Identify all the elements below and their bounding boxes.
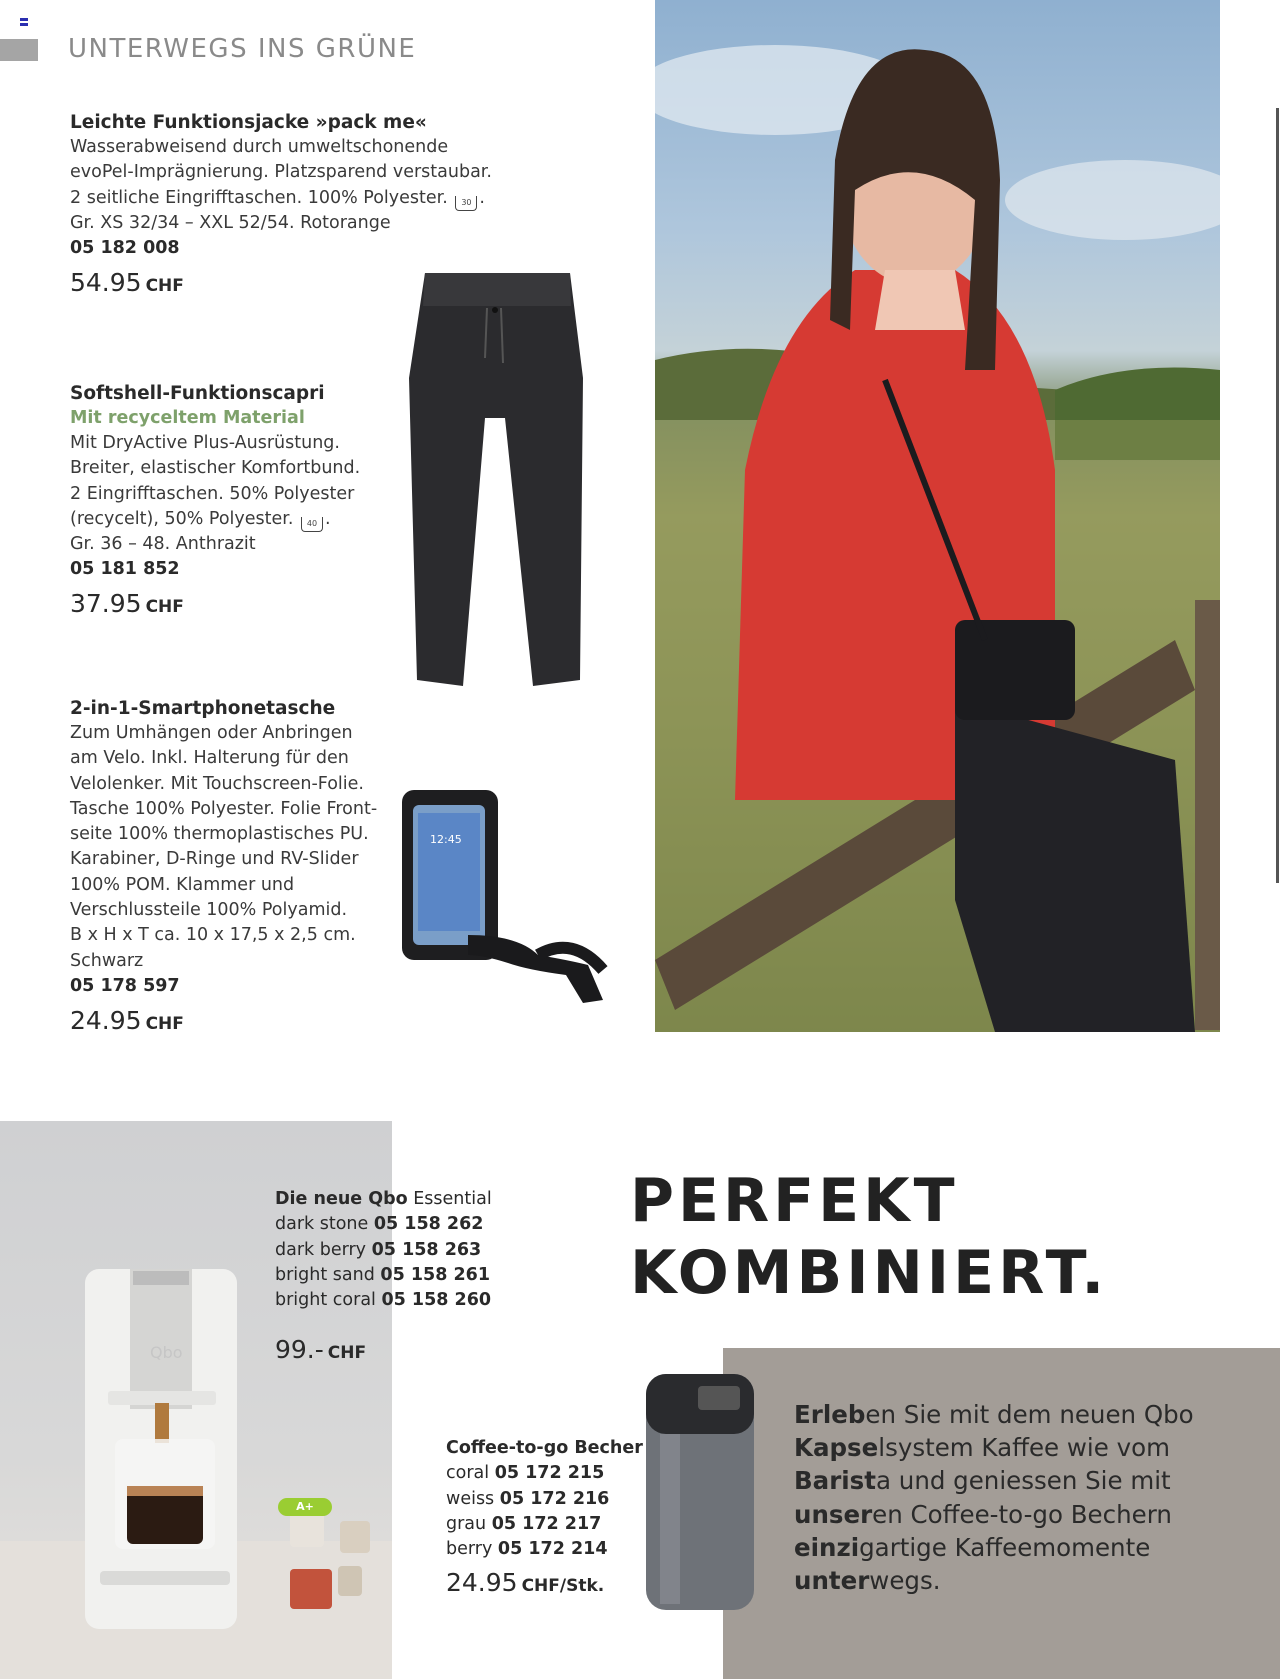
product-desc-line: Verschlussteile 100% Polyamid.	[70, 900, 348, 921]
page-edge-line	[1276, 108, 1279, 883]
product-title: Leichte Funktionsjacke »pack me«	[70, 112, 427, 133]
qbo-variant: dark stone 05 158 262	[275, 1214, 484, 1235]
product-desc-line: Schwarz	[70, 950, 144, 971]
cup-title: Coffee-to-go Becher	[446, 1438, 643, 1458]
promo-line: unseren Coffee-to-go Bechern	[794, 1499, 1172, 1529]
qbo-variant: dark berry 05 158 263	[275, 1239, 482, 1260]
product-desc-line: Mit DryActive Plus-Ausrüstung.	[70, 433, 340, 453]
promo-line: Kapselsystem Kaffee wie vom	[794, 1433, 1170, 1463]
cup-variant: berry 05 172 214	[446, 1539, 608, 1560]
product-desc-line: am Velo. Inkl. Halterung für den	[70, 748, 349, 769]
product-desc-line: Karabiner, D-Ringe und RV-Slider	[70, 849, 359, 870]
price: 37.95 CHF	[70, 589, 184, 619]
wash-30-icon: 30	[455, 196, 477, 211]
section-marker	[0, 39, 38, 61]
price: 99.- CHF	[275, 1335, 367, 1365]
section-title: UNTERWEGS INS GRÜNE	[68, 34, 417, 64]
qbo-title: Die neue Qbo Essential	[275, 1189, 492, 1209]
headline-line: PERFEKT	[630, 1166, 959, 1236]
product-desc-line: Breiter, elastischer Komfortbund.	[70, 458, 361, 479]
product-title: Softshell-Funktionscapri	[70, 383, 325, 404]
product-desc-line: Tasche 100% Polyester. Folie Front-	[70, 798, 378, 819]
product-desc-line: Wasserabweisend durch umweltschonende	[70, 137, 449, 157]
flag-icon	[20, 18, 28, 26]
phone-bag-image	[398, 785, 618, 1005]
headline	[630, 1165, 1108, 1309]
energy-label-badge: A+	[278, 1498, 332, 1516]
qbo-logo: Qbo	[150, 1343, 183, 1362]
headline-line: KOMBINIERT.	[630, 1238, 1109, 1308]
price: 24.95 CHF	[70, 1005, 184, 1035]
product-capri	[70, 381, 490, 618]
product-desc-line: evoPel-Imprägnierung. Platzsparend verstaubar.	[70, 162, 492, 183]
price: 54.95 CHF	[70, 268, 184, 298]
cup-offer	[446, 1436, 643, 1597]
coffee-cup-image	[640, 1364, 760, 1614]
qbo-variant: bright coral 05 158 260	[275, 1290, 492, 1311]
hero-photo	[655, 0, 1220, 1032]
product-desc-line: (recycelt), 50% Polyester. 40 .	[70, 507, 490, 532]
promo-line: einzigartige Kaffeemomente	[794, 1532, 1151, 1562]
promo-text	[794, 1398, 1194, 1597]
qbo-variant: bright sand 05 158 261	[275, 1264, 491, 1285]
product-desc-line: B x H x T ca. 10 x 17,5 x 2,5 cm.	[70, 925, 356, 946]
product-desc-line: 2 seitliche Eingrifftaschen. 100% Polyester. 30 .	[70, 186, 490, 211]
cup-variant: coral 05 172 215	[446, 1463, 605, 1484]
product-title: 2-in-1-Smartphonetasche	[70, 698, 336, 719]
product-desc-line: Zum Umhängen oder Anbringen	[70, 723, 353, 743]
product-desc-line: Velolenker. Mit Touchscreen-Folie.	[70, 773, 364, 794]
wash-40-icon: 40	[301, 517, 323, 532]
article-number: 05 182 008	[70, 238, 180, 259]
product-desc-line: seite 100% thermoplastisches PU.	[70, 824, 369, 845]
cup-variant: grau 05 172 217	[446, 1513, 602, 1534]
product-subtitle: Mit recyceltem Material	[70, 408, 305, 428]
article-number: 05 178 597	[70, 975, 180, 996]
promo-line: Barista und geniessen Sie mit	[794, 1466, 1171, 1496]
promo-line: unterwegs.	[794, 1566, 941, 1596]
phone-time: 12:45	[430, 833, 462, 846]
price: 24.95 CHF/Stk.	[446, 1568, 605, 1598]
product-desc-line: 100% POM. Klammer und	[70, 874, 295, 895]
product-desc-line: Gr. XS 32/34 – XXL 52/54. Rotorange	[70, 212, 391, 233]
product-desc-line: Gr. 36 – 48. Anthrazit	[70, 534, 256, 555]
cup-variant: weiss 05 172 216	[446, 1488, 610, 1509]
product-desc-line: 2 Eingrifftaschen. 50% Polyester	[70, 483, 355, 504]
article-number: 05 181 852	[70, 559, 180, 580]
promo-line: Erleben Sie mit dem neuen Qbo	[794, 1400, 1194, 1429]
qbo-offer	[275, 1187, 492, 1364]
